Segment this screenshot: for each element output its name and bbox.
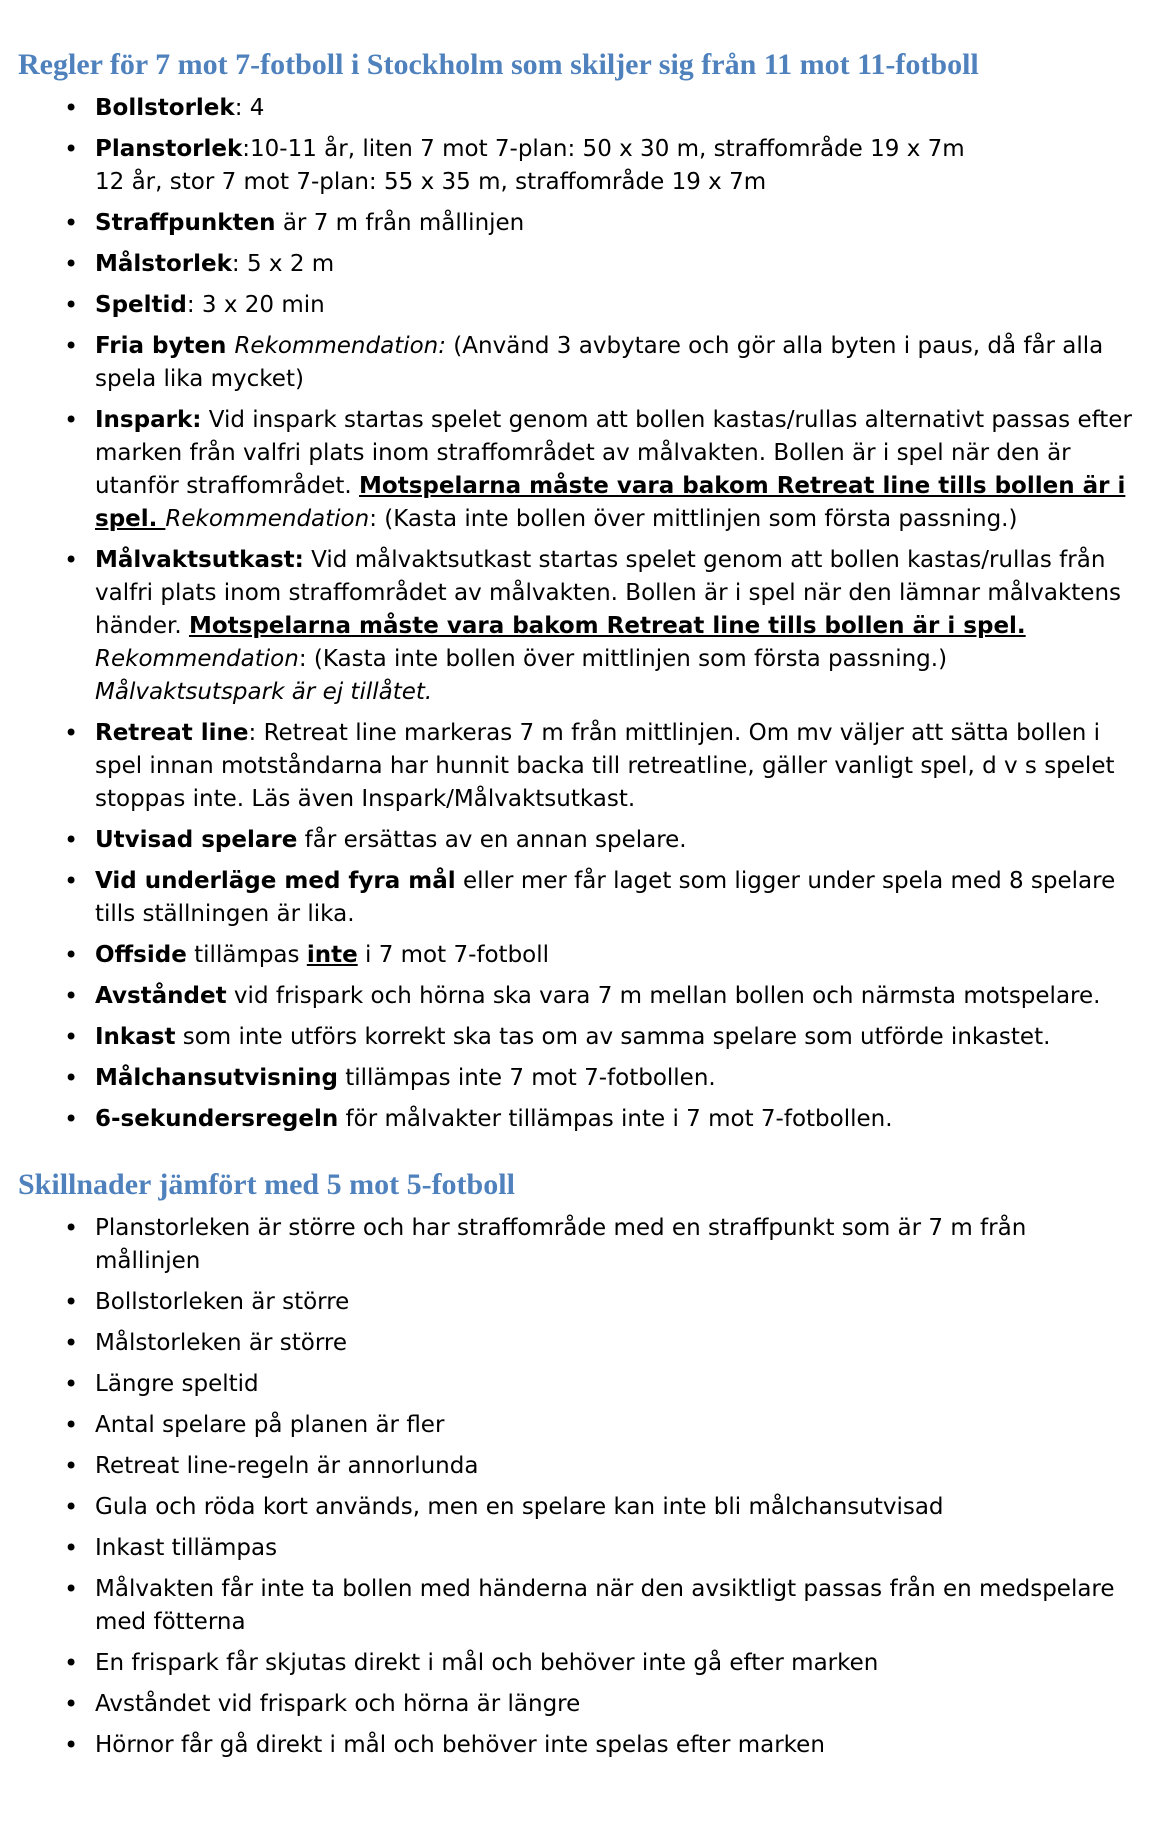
rules-list-7v7 bbox=[18, 92, 1136, 1136]
text-segment: Motspelarna måste vara bakom Retreat line tills bollen är i spel. bbox=[95, 473, 1126, 532]
list-item bbox=[18, 1688, 1136, 1721]
text-segment: : 5 x 2 m bbox=[231, 251, 335, 277]
text-segment: : (Kasta inte bollen över mittlinjen som första passning.) bbox=[369, 506, 1018, 532]
text-segment: Vid underläge med fyra mål bbox=[95, 868, 456, 894]
text-segment: 12 år, stor 7 mot 7-plan: 55 x 35 m, straffområde 19 x 7m bbox=[95, 169, 767, 195]
list-item bbox=[18, 1021, 1136, 1054]
list-item bbox=[18, 133, 1136, 199]
differences-list-5v5 bbox=[18, 1212, 1136, 1762]
text-segment: eller mer får laget som ligger under spela med 8 spelare tills ställningen är lika. bbox=[95, 868, 1116, 927]
list-item bbox=[18, 1286, 1136, 1319]
text-segment: (Använd 3 avbytare och gör alla byten i paus, då får alla spela lika mycket) bbox=[95, 333, 1104, 392]
text-segment: Målstorleken är större bbox=[95, 1330, 348, 1356]
text-segment: Inkast tillämpas bbox=[95, 1535, 278, 1561]
text-segment: Målvaktsutkast: bbox=[95, 547, 304, 573]
list-item bbox=[18, 1103, 1136, 1136]
text-segment: Bollstorlek bbox=[95, 95, 235, 121]
text-segment: får ersättas av en annan spelare. bbox=[297, 827, 687, 853]
text-segment: : 4 bbox=[234, 95, 265, 121]
list-item bbox=[18, 980, 1136, 1013]
text-segment: Avståndet bbox=[95, 983, 227, 1009]
text-segment: Avståndet vid frispark och hörna är längre bbox=[95, 1691, 581, 1717]
list-item bbox=[18, 1532, 1136, 1565]
text-segment: Målstorlek bbox=[95, 251, 232, 277]
list-item bbox=[18, 1573, 1136, 1639]
text-segment: Speltid bbox=[95, 292, 187, 318]
text-segment: Målchansutvisning bbox=[95, 1065, 338, 1091]
text-segment: Motspelarna måste vara bakom Retreat line tills bollen är i spel. bbox=[188, 613, 1026, 639]
text-segment: Planstorleken är större och har straffområde med en straffpunkt som är 7 m från mållinjen bbox=[95, 1215, 1027, 1274]
text-segment: Rekommendation bbox=[165, 506, 370, 532]
text-segment: tillämpas bbox=[186, 942, 307, 968]
text-segment: Hörnor får gå direkt i mål och behöver inte spelas efter marken bbox=[95, 1732, 825, 1758]
list-item bbox=[18, 404, 1136, 536]
list-item bbox=[18, 1450, 1136, 1483]
text-segment: är 7 m från mållinjen bbox=[275, 210, 525, 236]
text-segment: Bollstorleken är större bbox=[95, 1289, 350, 1315]
text-segment: :10-11 år, liten 7 mot 7-plan: 50 x 30 m, straffområde 19 x 7m bbox=[242, 136, 965, 162]
text-segment: : Retreat line markeras 7 m från mittlinjen. Om mv väljer att sätta bollen i spel innan motståndarna har hunnit backa till retreatline, gäller vanligt spel, d v s spelet stoppas inte. Läs även Inspark/Målvaktsutkast. bbox=[95, 720, 1115, 812]
list-item bbox=[18, 939, 1136, 972]
text-segment: Rekommendation: bbox=[234, 333, 446, 359]
text-segment: Rekommendation bbox=[95, 646, 299, 672]
text-segment: Målvakten får inte ta bollen med händerna när den avsiktligt passas från en medspelare med fötterna bbox=[95, 1576, 1115, 1635]
text-segment: Vid målvaktsutkast startas spelet genom att bollen kastas/rullas från valfri plats inom straffområdet av målvakten. Bollen är i spel när den lämnar målvaktens händer. bbox=[95, 547, 1122, 639]
text-segment: : 3 x 20 min bbox=[186, 292, 325, 318]
list-item bbox=[18, 1409, 1136, 1442]
text-segment: Straffpunkten bbox=[95, 210, 276, 236]
text-segment: Vid inspark startas spelet genom att bollen kastas/rullas alternativt passas efter marken från valfri plats inom straffområdet av målvakten. Bollen är i spel när den är utanför straffområdet. bbox=[95, 407, 1132, 499]
text-segment: : (Kasta inte bollen över mittlinjen som första passning.) bbox=[298, 646, 948, 672]
text-segment: tillämpas inte 7 mot 7-fotbollen. bbox=[337, 1065, 716, 1091]
text-segment: för målvakter tillämpas inte i 7 mot 7-fotbollen. bbox=[338, 1106, 893, 1132]
text-segment: Utvisad spelare bbox=[95, 827, 298, 853]
list-item bbox=[18, 1647, 1136, 1680]
text-segment: Fria byten bbox=[95, 333, 235, 359]
list-item bbox=[18, 1062, 1136, 1095]
text-segment: inte bbox=[306, 942, 358, 968]
text-segment: Retreat line bbox=[95, 720, 249, 746]
list-item bbox=[18, 824, 1136, 857]
list-item bbox=[18, 1368, 1136, 1401]
text-segment: Offside bbox=[95, 942, 187, 968]
list-item bbox=[18, 544, 1136, 709]
list-item bbox=[18, 92, 1136, 125]
section-heading-5v5-differences: Skillnader jämfört med 5 mot 5-fotboll bbox=[18, 1168, 515, 1201]
section-heading-7v7-rules: Regler för 7 mot 7-fotboll i Stockholm som skiljer sig från 11 mot 11-fotboll bbox=[18, 48, 979, 81]
text-segment: Inspark: bbox=[95, 407, 202, 433]
text-segment: Längre speltid bbox=[95, 1371, 259, 1397]
list-item bbox=[18, 1491, 1136, 1524]
text-segment: En frispark får skjutas direkt i mål och behöver inte gå efter marken bbox=[95, 1650, 879, 1676]
list-item bbox=[18, 248, 1136, 281]
list-item bbox=[18, 289, 1136, 322]
text-segment: Gula och röda kort används, men en spelare kan inte bli målchansutvisad bbox=[95, 1494, 944, 1520]
list-item bbox=[18, 1729, 1136, 1762]
list-item bbox=[18, 717, 1136, 816]
list-item bbox=[18, 1212, 1136, 1278]
text-segment: 6-sekundersregeln bbox=[95, 1106, 339, 1132]
text-segment: i 7 mot 7-fotboll bbox=[357, 942, 550, 968]
text-segment: som inte utförs korrekt ska tas om av samma spelare som utförde inkastet. bbox=[175, 1024, 1051, 1050]
list-item bbox=[18, 330, 1136, 396]
text-segment: Retreat line-regeln är annorlunda bbox=[95, 1453, 479, 1479]
text-segment: Målvaktsutspark är ej tillåtet. bbox=[95, 679, 433, 705]
text-segment: Antal spelare på planen är fler bbox=[95, 1412, 445, 1438]
list-item bbox=[18, 865, 1136, 931]
text-segment: vid frispark och hörna ska vara 7 m mellan bollen och närmsta motspelare. bbox=[226, 983, 1101, 1009]
text-segment: Inkast bbox=[95, 1024, 176, 1050]
list-item bbox=[18, 1327, 1136, 1360]
text-segment: Planstorlek bbox=[95, 136, 243, 162]
list-item bbox=[18, 207, 1136, 240]
